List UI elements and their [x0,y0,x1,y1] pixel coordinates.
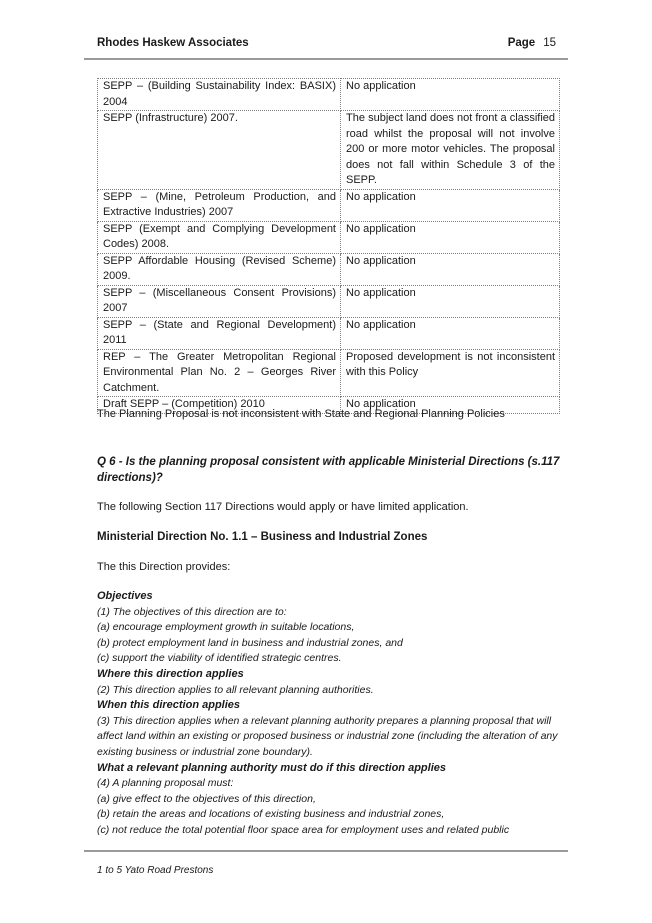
status-cell: No application [341,285,560,317]
direction-extract [97,589,560,839]
table-row [98,189,560,221]
requirement-line: (b) retain the areas and locations of existing business and industrial zones, [97,808,445,821]
status-cell: No application [341,189,560,221]
page-label: Page [507,37,536,49]
question-6-heading: Q 6 - Is the planning proposal consistent with applicable Ministerial Directions (s.117 directions)? [97,456,560,484]
direction-heading: Ministerial Direction No. 1.1 – Business and Industrial Zones [97,531,428,543]
when-heading: When this direction applies [97,699,241,712]
policy-cell: SEPP (Exempt and Complying Development Codes) 2008. [98,221,341,253]
table-row [98,285,560,317]
requirement-line: (c) not reduce the total potential floor space area for employment uses and related public [97,823,510,836]
table-row [98,221,560,253]
policy-cell: SEPP Affordable Housing (Revised Scheme) 2009. [98,253,341,285]
table-row [98,317,560,349]
policy-cell: SEPP – (Building Sustainability Index: BASIX) 2004 [98,79,341,111]
requirement-line: (a) give effect to the objectives of this direction, [97,792,316,805]
objective-line: (c) support the viability of identified strategic centres. [97,652,342,665]
when-text: (3) This direction applies when a relevant planning authority prepares a planning proposal that will affect land within an existing or proposed business or industrial zone (including the alteration of any existing business or industrial zone boundary). [97,714,558,758]
footer-rule [84,850,568,852]
objective-line: (a) encourage employment growth in suitable locations, [97,621,355,634]
objective-line: (b) protect employment land in business and industrial zones, and [97,636,403,649]
status-cell: Proposed development is not inconsistent with this Policy [341,349,560,397]
status-cell: No application [341,221,560,253]
page-number: 15 [543,37,556,49]
policy-cell: SEPP (Infrastructure) 2007. [98,111,341,190]
direction-provides: The this Direction provides: [97,561,231,573]
policy-cell: REP – The Greater Metropolitan Regional Environmental Plan No. 2 – Georges River Catchment. [98,349,341,397]
policy-cell: SEPP – (State and Regional Development) 2011 [98,317,341,349]
directions-intro: The following Section 117 Directions would apply or have limited application. [97,501,469,513]
policy-cell: Draft SEPP – (Competition) 2010 [98,397,341,414]
table-row [98,111,560,190]
where-heading: Where this direction applies [97,667,244,680]
table-row [98,253,560,285]
what-heading: What a relevant planning authority must do if this direction applies [97,761,446,774]
status-cell: No application [341,253,560,285]
objective-line: (1) The objectives of this direction are to: [97,605,287,618]
table-row [98,79,560,111]
policy-cell: SEPP – (Mine, Petroleum Production, and Extractive Industries) 2007 [98,189,341,221]
requirement-line: (4) A planning proposal must: [97,777,234,790]
header-rule [84,58,568,60]
policy-cell: SEPP – (Miscellaneous Consent Provisions) 2007 [98,285,341,317]
company-name: Rhodes Haskew Associates [97,37,249,49]
status-cell: No application [341,397,560,414]
objectives-heading: Objectives [97,590,153,602]
status-cell: The subject land does not front a classified road whilst the proposal will not involve 200 or more motor vehicles. The proposal does not fall within Schedule 3 of the SEPP. [341,111,560,190]
consistency-statement: The Planning Proposal is not inconsistent with State and Regional Planning Policies [97,408,505,420]
page-header [97,37,556,53]
footer-address: 1 to 5 Yato Road Prestons [97,865,214,876]
status-cell: No application [341,79,560,111]
sepp-table [97,78,560,414]
where-text: (2) This direction applies to all relevant planning authorities. [97,683,374,696]
table-row [98,349,560,397]
page-indicator [508,37,556,49]
status-cell: No application [341,317,560,349]
